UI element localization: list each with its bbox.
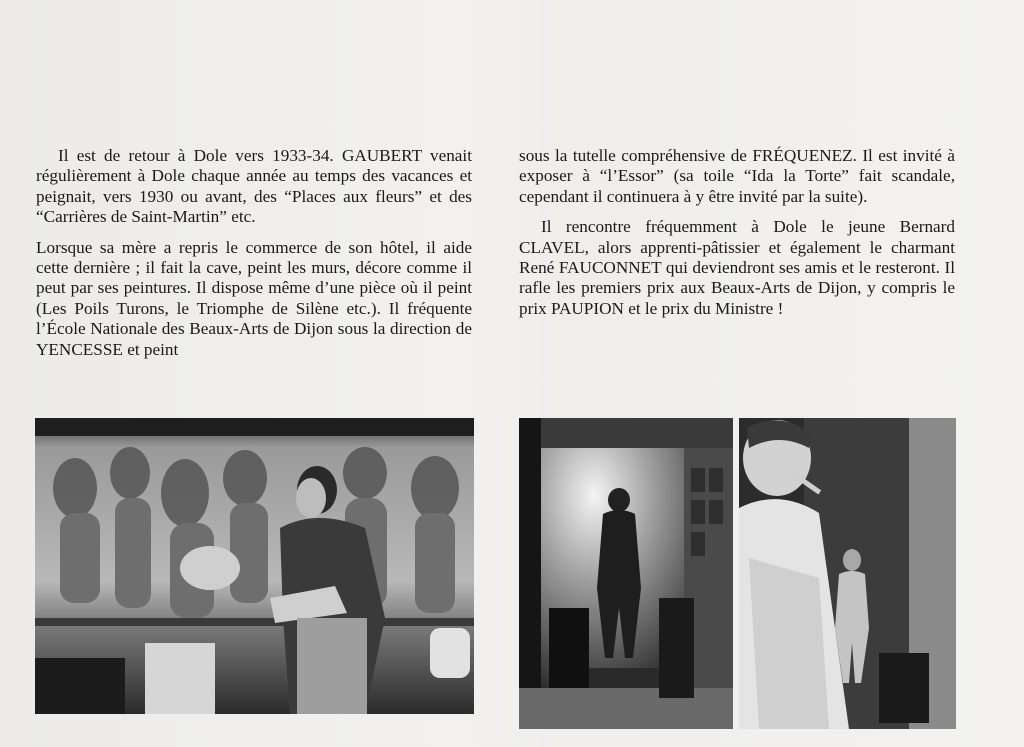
painter-with-mural-photo <box>35 418 474 714</box>
text-column-left <box>36 146 472 370</box>
studio-photo-image <box>519 418 733 729</box>
text-column-right <box>519 146 955 329</box>
mural-photo-image <box>35 418 474 714</box>
paragraph-frequenez: sous la tutelle compréhensive de FRÉQUENEZ. Il est invité à exposer à “l’Essor” (sa toile “Ida la Torte” fait scandale, cependant il continuera à y être invité par la suite). <box>519 146 955 206</box>
paragraph-mothers-hotel: Lorsque sa mère a repris le commerce de son hôtel, il aide cette dernière ; il fait la cave, peint les murs, décore comme il peut par ses peintures. Il dispose même d’une pièce où il peint (Les Poils Turons, le Triomphe de Silène etc.). Il fréquente l’École Nationale des Beaux-Arts de Dijon sous la direction de YENCESSE et peint <box>36 237 472 359</box>
paragraph-return-to-dole: Il est de retour à Dole vers 1933-34. GAUBERT venait régulièrement à Dole chaque année au temps des vacances et peignait, vers 1930 ou avant, des “Places aux fleurs” et des “Carrières de Saint-Martin” etc. <box>36 146 472 227</box>
paragraph-clavel-fauconnet: Il rencontre fréquemment à Dole le jeune Bernard CLAVEL, alors apprenti-pâtissier et également le charmant René FAUCONNET qui deviendront ses amis et le resteront. Il rafle les premiers prix aux Beaux-Arts de Dijon, y compris le prix PAUPION et le prix du Ministre ! <box>519 217 955 318</box>
painter-with-pipe-photo <box>739 418 956 729</box>
pipe-photo-image <box>739 418 956 729</box>
studio-model-photo <box>519 418 733 729</box>
